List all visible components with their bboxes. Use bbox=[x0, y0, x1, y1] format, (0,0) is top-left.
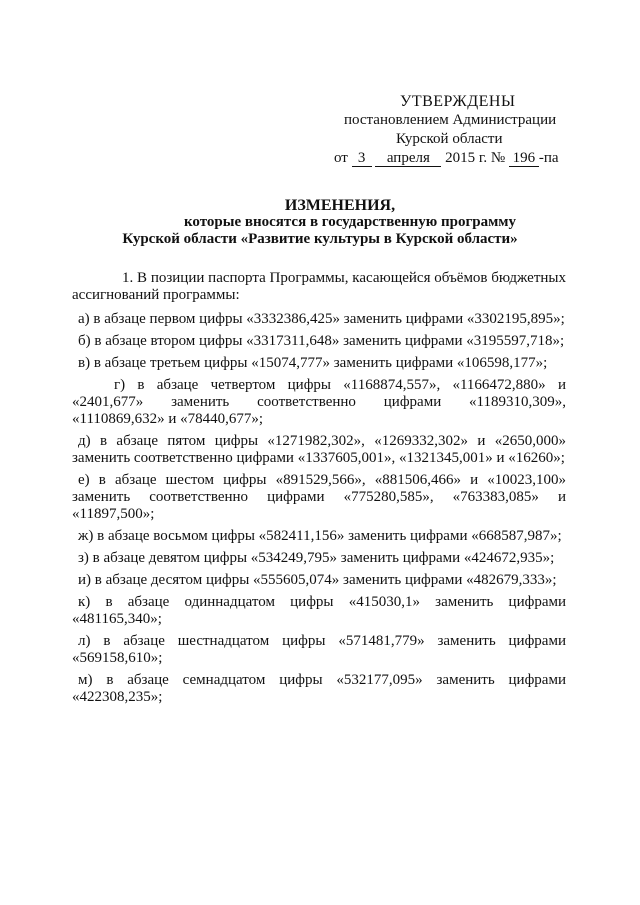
approval-date-line bbox=[300, 149, 600, 168]
list-item: в) в абзаце третьем цифры «15074,777» заменить цифрами «106598,177»; bbox=[78, 355, 548, 371]
list-item: ж) в абзаце восьмом цифры «582411,156» заменить цифрами «668587,987»; bbox=[78, 528, 562, 544]
list-item: и) в абзаце десятом цифры «555605,074» заменить цифрами «482679,333»; bbox=[78, 572, 557, 588]
title-line-3: Курской области «Развитие культуры в Курской области» bbox=[122, 231, 518, 247]
approval-region: Курской области bbox=[396, 131, 503, 147]
list-item: б) в абзаце втором цифры «3317311,648» заменить цифрами «3195597,718»; bbox=[78, 333, 565, 349]
document-body bbox=[72, 270, 566, 711]
list-item: д) в абзаце пятом цифры «1271982,302», «1269332,302» и «2650,000» заменить соответственно цифрами «1337605,001», «1321345,001» и «16260»; bbox=[72, 433, 566, 466]
list-item: м) в абзаце семнадцатом цифры «532177,095» заменить цифрами «422308,235»; bbox=[72, 672, 566, 705]
list-item: г) в абзаце четвертом цифры «1168874,557», «1166472,880» и «2401,677» заменить соответственно цифрами «1189310,309», «1110869,632» и «78440,677»; bbox=[72, 377, 566, 427]
approval-heading: УТВЕРЖДЕНЫ bbox=[400, 93, 516, 110]
list-item: а) в абзаце первом цифры «3332386,425» заменить цифрами «3302195,895»; bbox=[78, 311, 565, 327]
document-title bbox=[72, 197, 568, 248]
approval-block bbox=[300, 92, 600, 168]
list-item: е) в абзаце шестом цифры «891529,566», «881506,466» и «10023,100» заменить соответственно цифрами «775280,585», «763383,085» и «11897,500»; bbox=[72, 472, 566, 522]
list-item: к) в абзаце одиннадцатом цифры «415030,1» заменить цифрами «481165,340»; bbox=[72, 594, 566, 627]
approval-issuer: постановлением Администрации bbox=[344, 112, 557, 128]
date-year: 2015 г. № bbox=[445, 150, 506, 166]
date-month: апреля bbox=[375, 151, 441, 167]
title-line-1: ИЗМЕНЕНИЯ, bbox=[284, 197, 396, 214]
date-day: 3 bbox=[352, 151, 372, 167]
number-suffix: -па bbox=[538, 150, 559, 166]
title-line-2: которые вносятся в государственную программу bbox=[183, 214, 517, 230]
date-prefix: от bbox=[334, 150, 348, 166]
list-item: з) в абзаце девятом цифры «534249,795» заменить цифрами «424672,935»; bbox=[78, 550, 555, 566]
list-item: л) в абзаце шестнадцатом цифры «571481,779» заменить цифрами «569158,610»; bbox=[72, 633, 566, 666]
intro-paragraph: 1. В позиции паспорта Программы, касающейся объёмов бюджетных ассигнований программы: bbox=[72, 270, 566, 303]
resolution-number: 196 bbox=[509, 151, 539, 167]
